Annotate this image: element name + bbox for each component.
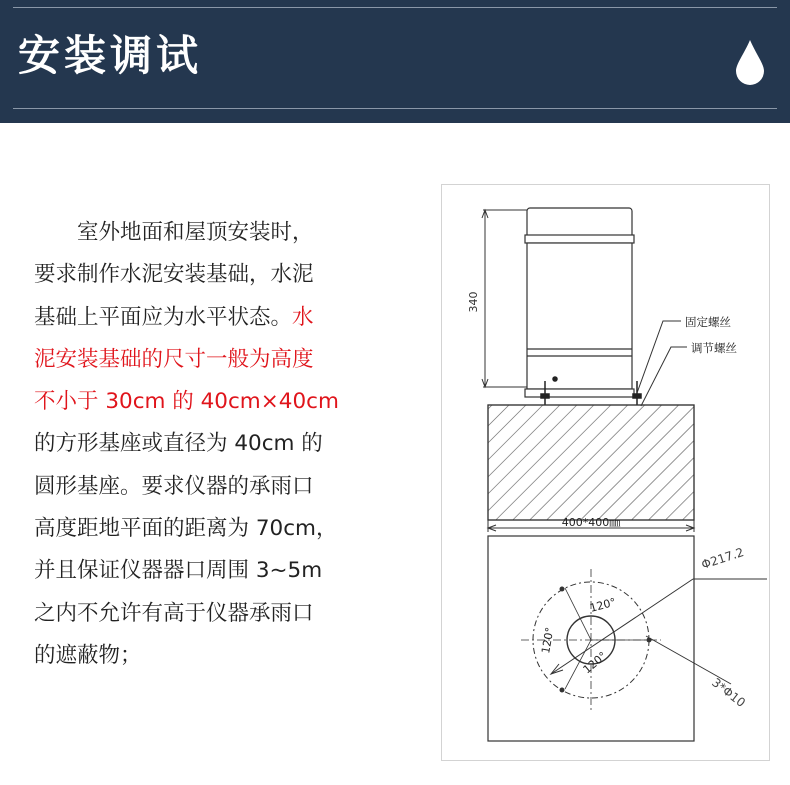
installation-diagram — [441, 184, 770, 761]
highlight-text: 不小于 30cm 的 40cm×40cm — [34, 389, 339, 415]
hole-label: 3*Φ10 — [709, 675, 748, 710]
angle-label: 120° — [539, 626, 557, 655]
water-drop-icon — [733, 38, 767, 86]
text-line: 的遮蔽物； — [34, 642, 142, 668]
text-line: 圆形基座。要求仪器的承雨口 — [34, 473, 314, 499]
header-bottom-rule — [13, 108, 777, 109]
diameter-label: Φ217.2 — [699, 544, 746, 572]
installation-text — [34, 212, 424, 677]
fixed-screw-label: 固定螺丝 — [685, 315, 731, 329]
text-line: 之内不允许有高于仪器承雨口 — [34, 600, 314, 626]
base-size-label: 400*400㎜ — [561, 516, 621, 529]
header-top-rule — [13, 7, 777, 8]
adjust-screw-label: 调节螺丝 — [691, 341, 737, 355]
text-line: 的方形基座或直径为 40cm 的 — [34, 431, 323, 457]
text-line: 要求制作水泥安装基础，水泥 — [34, 262, 314, 288]
rain-gauge-body — [525, 208, 634, 397]
highlight-text: 水 — [292, 304, 314, 330]
angle-label: 120° — [588, 595, 618, 615]
page-title: 安装调试 — [18, 31, 203, 80]
text-line: 并且保证仪器器口周围 3~5m — [34, 558, 323, 584]
text-line: 室外地面和屋顶安装时， — [34, 220, 314, 245]
highlight-text: 泥安装基础的尺寸一般为高度 — [34, 346, 314, 372]
angle-label: 120° — [580, 649, 610, 677]
text-line — [34, 297, 424, 339]
text-line: 高度距地平面的距离为 70cm， — [34, 516, 338, 542]
concrete-base — [488, 405, 694, 520]
page-header — [0, 0, 790, 123]
text-segment: 基础上平面应为水平状态。 — [34, 304, 293, 330]
height-label: 340 — [467, 291, 480, 313]
